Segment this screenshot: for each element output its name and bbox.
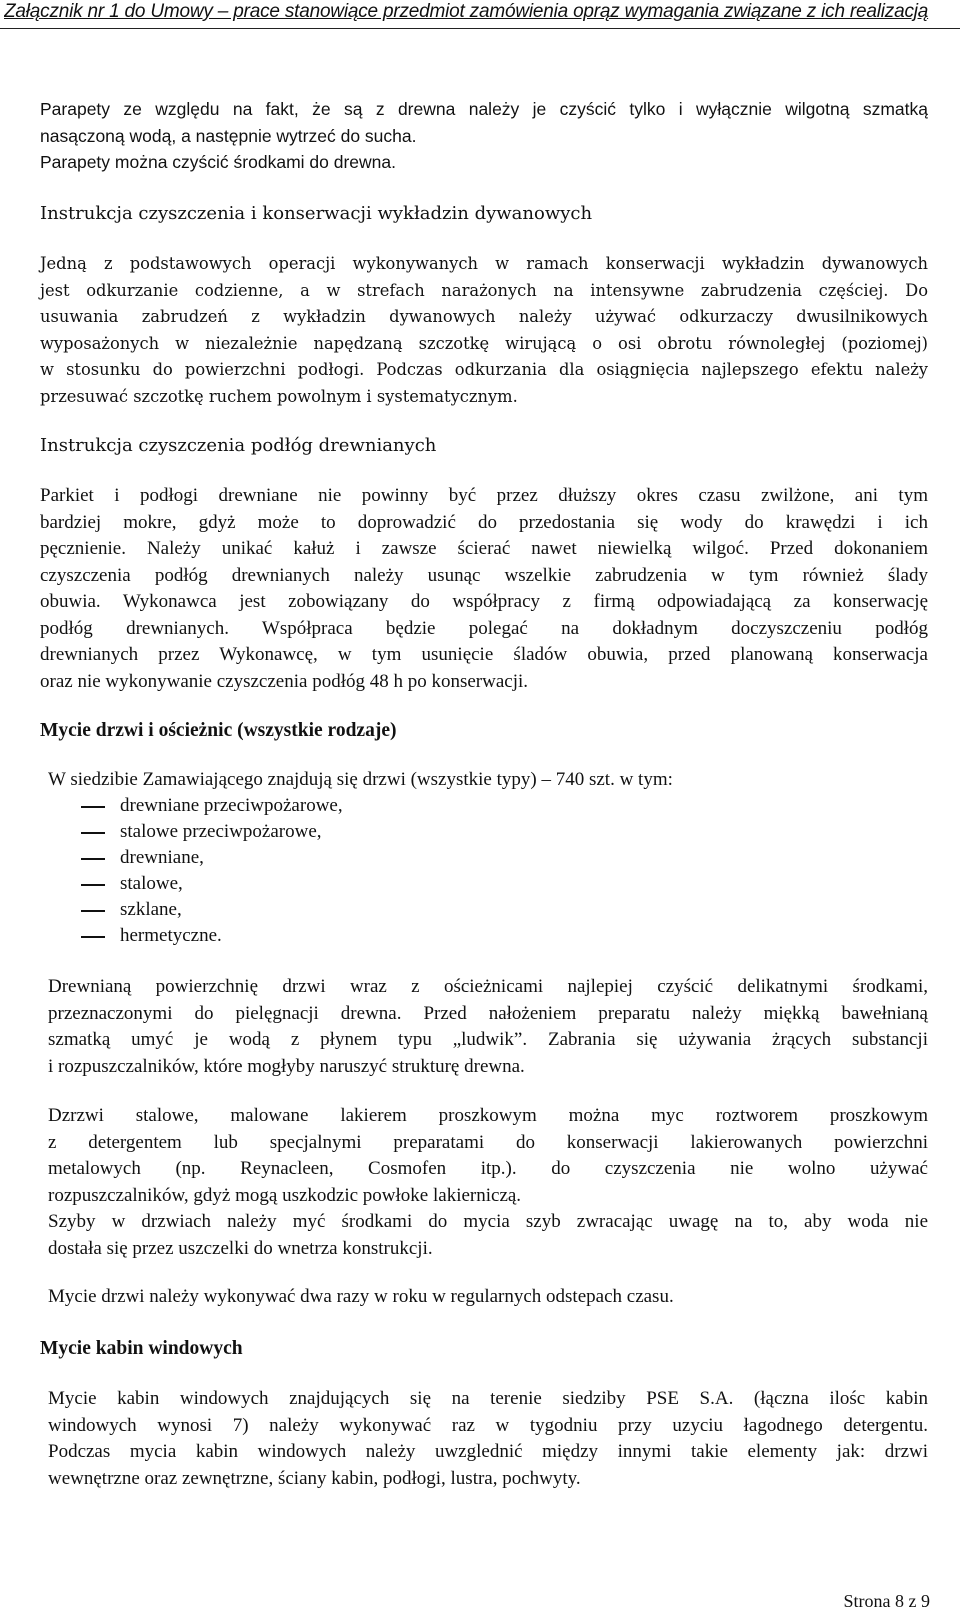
text-line: wewnętrzne oraz zewnętrzne, ściany kabin, podłogi, lustra, pochwyty. xyxy=(48,1467,581,1489)
list-item: stalowe przeciwpożarowe, xyxy=(48,819,648,845)
elevators-heading: Mycie kabin windowych xyxy=(40,1338,243,1359)
text-line: Parapety można czyścić środkami do drewna. xyxy=(40,152,396,172)
steel-doors-paragraph xyxy=(48,1103,928,1262)
text-line: wyposażonych w niezależnie napędzaną szczotkę wirującą o osi obrotu równoległej (poziomej) xyxy=(40,333,928,353)
list-item: stalowe, xyxy=(48,871,648,897)
text-line: podłóg drewnianych. Współpraca będzie polegać na dokładnym doczyszczeniu podłóg xyxy=(40,617,928,639)
header-title: Załącznik nr 1 do Umowy – prace stanowiące przedmiot zamówienia oprąz wymagania związane z ich realizacją xyxy=(4,1,929,22)
list-item: szklane, xyxy=(48,897,648,923)
text-line: Jedną z podstawowych operacji wykonywanych w ramach konserwacji wykładzin dywanowych xyxy=(40,254,928,273)
text-line: nasączoną wodą, a następnie wytrzeć do sucha. xyxy=(40,125,417,146)
wood-doors-paragraph xyxy=(48,974,928,1080)
text-line: Dzrzwi stalowe, malowane lakierem proszkowym można myc roztworem proszkowym xyxy=(48,1105,928,1126)
text-line: przeznaczonymi do pielęgnacji drewna. Przed nałożeniem preparatu należy miękką bawełnianą xyxy=(48,1002,928,1024)
text-line: jest odkurzanie codzienne, a w strefach narażonych na intensywne zabrudzenia częściej. Do xyxy=(40,280,928,300)
text-line: z detergentem lub specjalnymi preparatami do konserwacji lakierowanych powierzchni xyxy=(48,1131,928,1153)
text-line: pęcznienie. Należy unikać kałuż i zawsze ścierać nawet niewielką wilgoć. Przed dokonaniem xyxy=(40,538,928,559)
carpets-heading: Instrukcja czyszczenia i konserwacji wykładzin dywanowych xyxy=(40,203,593,224)
text-line: Szyby w drzwiach należy myć środkami do mycia szyb zwracając uwagę na to, aby woda nie xyxy=(48,1211,928,1232)
text-line: Parkiet i podłogi drewniane nie powinny być przez dłuższy okres czasu zwilżone, ani tym xyxy=(40,485,928,506)
doors-intro xyxy=(48,767,928,794)
text-line: rozpuszczalników, gdyż mogą uszkodzic powłoke lakierniczą. xyxy=(48,1184,522,1206)
text-line: oraz nie wykonywanie czyszczenia podłóg 48 h po konserwacji. xyxy=(40,670,529,692)
text-line: Drewnianą powierzchnię drzwi wraz z ościeżnicami najlepiej czyścić delikatnymi środkami, xyxy=(48,976,928,997)
text-line: szmatką umyć je wodą z płynem typu „ludwik”. Zabrania się używania żrących substancji xyxy=(48,1029,928,1050)
doors-frequency xyxy=(48,1284,928,1311)
wood-floors-paragraph xyxy=(40,483,928,695)
page-number: Strona 8 z 9 xyxy=(843,1591,930,1611)
text-line: przesuwać szczotkę ruchem powolnym i systematycznym. xyxy=(40,386,518,406)
carpets-paragraph xyxy=(40,251,928,410)
list-item: drewniane, xyxy=(48,845,648,871)
text-line: dostała się przez uszczelki do wnetrza konstrukcji. xyxy=(48,1237,433,1259)
text-line: Mycie drzwi należy wykonywać dwa razy w roku w regularnych odstepach czasu. xyxy=(48,1286,674,1307)
text-line: i rozpuszczalników, które mogłyby naruszyć strukturę drewna. xyxy=(48,1055,525,1077)
page-header xyxy=(0,0,960,29)
text-line: bardziej mokre, gdyż może to doprowadzić do przedostania się wody do krawędzi i ich xyxy=(40,511,928,533)
wood-floors-heading: Instrukcja czyszczenia podłóg drewnianych xyxy=(40,435,437,456)
text-line: windowych wynosi 7) należy wykonywać raz w tygodniu przy uzyciu łagodnego detergentu. xyxy=(48,1414,928,1436)
text-line: usuwania zabrudzeń z wykładzin dywanowych należy używać odkurzaczy dwusilnikowych xyxy=(40,307,928,326)
list-item: hermetyczne. xyxy=(48,923,648,949)
doors-heading: Mycie drzwi i ościeżnic (wszystkie rodzaje) xyxy=(40,720,397,741)
text-line: metalowych (np. Reynacleen, Cosmofen itp.). do czyszczenia nie wolno używać xyxy=(48,1158,928,1179)
text-line: obuwia. Wykonawca jest zobowiązany do współpracy z firmą odpowiadającą za konserwację xyxy=(40,591,928,612)
text-line: czyszczenia podłóg drewnianych należy usunąc wszelkie zabrudzenia w tym również ślady xyxy=(40,564,928,586)
text-line: Mycie kabin windowych znajdujących się na terenie siedziby PSE S.A. (łączna ilośc kabin xyxy=(48,1388,928,1409)
text-line: Parapety ze względu na fakt, że są z drewna należy je czyścić tylko i wyłącznie wilgotną szmatką xyxy=(40,99,928,119)
text-line: w stosunku do powierzchni podłogi. Podczas odkurzania dla osiągnięcia najlepszego efektu należy xyxy=(40,360,928,379)
elevators-paragraph xyxy=(48,1386,928,1492)
text-line: Podczas mycia kabin windowych należy uwzglednić między innymi takie elementy jak: drzwi xyxy=(48,1441,928,1462)
text-line: drewnianych przez Wykonawcę, w tym usunięcie śladów obuwia, przed planowaną konserwacja xyxy=(40,644,928,665)
door-types-list xyxy=(48,793,648,949)
text-line: W siedzibie Zamawiającego znajdują się drzwi (wszystkie typy) – 740 szt. w tym: xyxy=(48,769,673,790)
list-item: drewniane przeciwpożarowe, xyxy=(48,793,648,819)
parapety-paragraph xyxy=(40,96,928,176)
